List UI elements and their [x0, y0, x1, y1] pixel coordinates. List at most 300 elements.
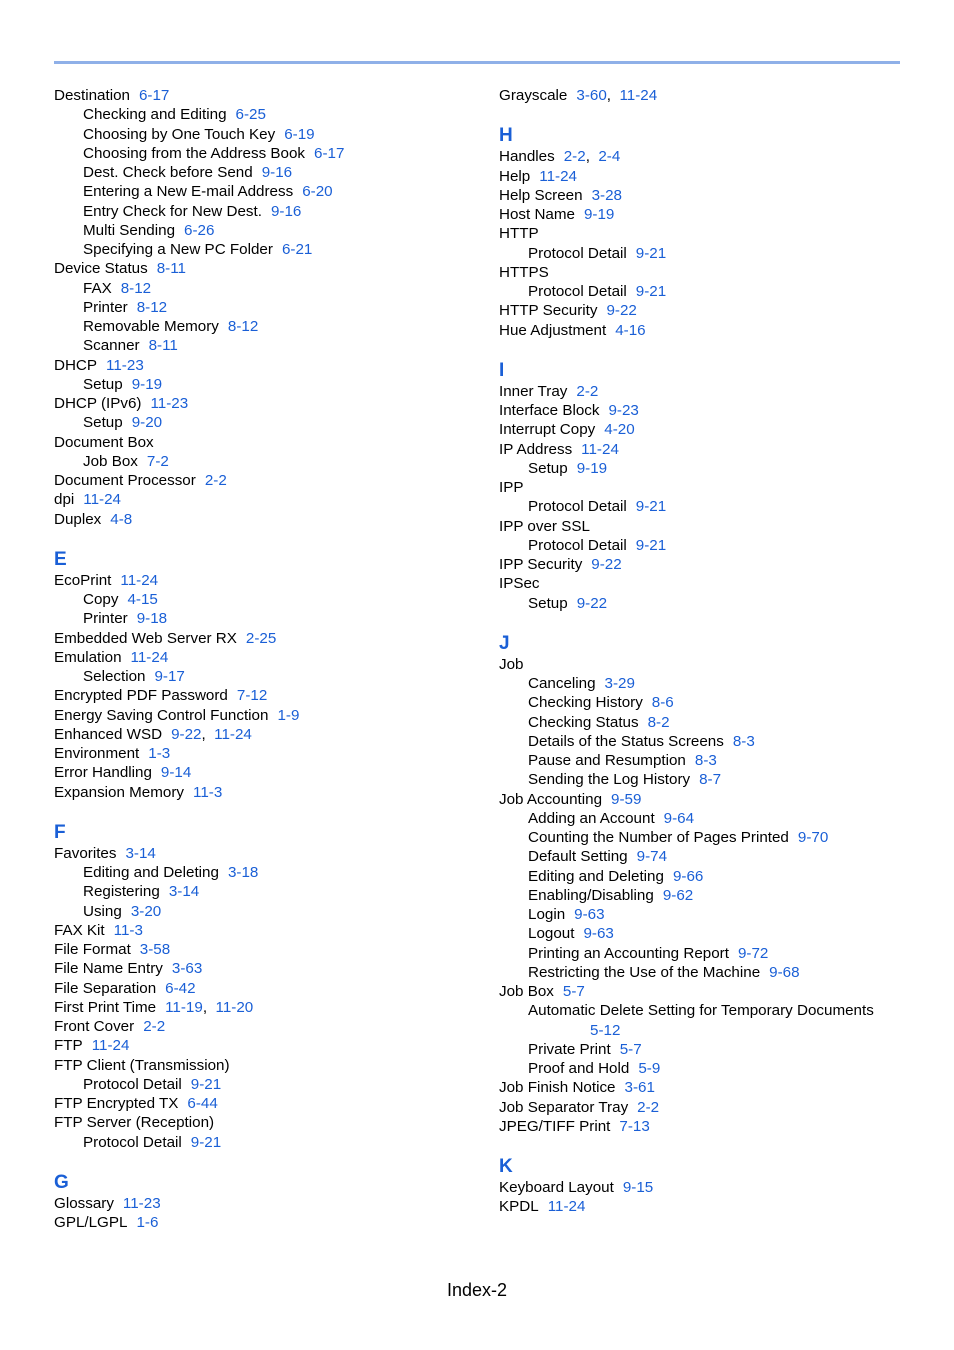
index-term: Login [528, 906, 566, 923]
index-term: Destination [54, 87, 130, 104]
index-term: Expansion Memory [54, 783, 184, 801]
index-term: IPSec [499, 575, 540, 593]
index-entry [499, 1098, 909, 1117]
page-reference-link[interactable]: 8-2 [647, 713, 670, 731]
page-reference-link[interactable]: 11-24 [547, 1198, 586, 1216]
page-reference-link[interactable]: 11-24 [91, 1037, 130, 1055]
index-entry [54, 298, 474, 317]
index-entry [54, 144, 474, 163]
index-entry [54, 433, 474, 452]
page-reference-link[interactable]: 1-6 [136, 1214, 159, 1231]
index-term: Host Name [499, 206, 575, 223]
page-reference-link[interactable]: 9-16 [270, 202, 302, 220]
index-entry [499, 674, 909, 693]
index-entry [499, 867, 909, 886]
page-reference-link[interactable]: 9-62 [662, 886, 694, 904]
index-term: IPP [499, 479, 524, 496]
index-entry [499, 244, 909, 263]
index-entry [499, 1078, 909, 1097]
index-entry [54, 259, 474, 278]
page-reference-link[interactable]: 4-8 [110, 510, 133, 528]
index-term: Job Accounting [499, 790, 603, 808]
index-term: Default Setting [528, 848, 628, 866]
section-letter-f: F [54, 821, 66, 843]
index-term: Pause and Resumption [528, 752, 686, 769]
page-reference-link[interactable]: 2-2 [576, 382, 599, 400]
index-entry [54, 240, 474, 259]
index-term: HTTP [499, 225, 539, 243]
index-term: DHCP [54, 356, 98, 374]
index-term: Choosing by One Touch Key [83, 125, 276, 143]
index-term: Dest. Check before Send [83, 164, 253, 181]
index-term: Selection [83, 668, 146, 685]
index-entry [54, 105, 474, 124]
page-reference-link[interactable]: 9-21 [635, 536, 667, 554]
index-entry [499, 886, 909, 905]
index-entry [54, 998, 474, 1017]
page-reference-link[interactable]: 3-61 [624, 1079, 655, 1097]
index-term: Duplex [54, 510, 102, 528]
index-entry [54, 725, 474, 744]
index-entry [499, 963, 909, 982]
page-reference-link[interactable]: 4-16 [615, 321, 646, 339]
index-entry [54, 1094, 474, 1113]
index-entry [499, 1197, 909, 1216]
index-entry [499, 205, 909, 224]
index-term: Logout [528, 925, 575, 943]
page-reference-link[interactable]: 9-15 [622, 1179, 654, 1196]
index-entry [54, 706, 474, 725]
index-entry [499, 536, 909, 555]
index-entry [499, 1001, 909, 1020]
page-reference-link[interactable]: 2-2 [563, 148, 586, 166]
page-reference-link[interactable]: 11-23 [150, 395, 189, 412]
page-reference-link[interactable]: 6-20 [302, 183, 333, 201]
page-reference-link[interactable]: 6-21 [281, 241, 313, 258]
index-term: Using [83, 902, 122, 920]
page-reference-link[interactable]: 6-25 [235, 106, 266, 124]
index-term: Job Box [83, 452, 138, 470]
index-entry [54, 163, 474, 182]
index-term: Sending the Log History [528, 771, 691, 789]
index-term: Encrypted PDF Password [54, 687, 228, 705]
index-entry [54, 667, 474, 686]
index-entry [499, 147, 909, 166]
page-reference-link[interactable]: 9-59 [611, 790, 642, 808]
page-reference-link[interactable]: 8-3 [732, 732, 755, 750]
index-term: IPP Security [499, 556, 583, 573]
index-entry [54, 182, 474, 201]
page-reference-link[interactable]: 11-24 [120, 571, 159, 589]
index-entry [54, 394, 474, 413]
index-entry [54, 452, 474, 471]
index-term: Enabling/Disabling [528, 886, 654, 904]
index-column-right [499, 86, 909, 1217]
index-term: Multi Sending [83, 221, 176, 239]
index-term: Editing and Deleting [528, 867, 664, 885]
page-reference-link[interactable]: 9-63 [574, 906, 605, 923]
index-term: Setup [528, 594, 568, 612]
index-entry [499, 478, 909, 497]
page-reference-link[interactable]: 9-22 [591, 556, 622, 573]
index-term: Counting the Number of Pages Printed [528, 829, 789, 846]
page-reference-link[interactable]: 2-2 [143, 1018, 166, 1035]
index-entry [499, 186, 909, 205]
page-reference-link[interactable]: 11-23 [106, 356, 144, 374]
index-entry [499, 440, 909, 459]
index-entry [54, 375, 474, 394]
page-reference-link[interactable]: 9-21 [190, 1133, 222, 1151]
index-term: JPEG/TIFF Print [499, 1117, 611, 1135]
page-reference-link[interactable]: 3-18 [227, 864, 259, 881]
page-reference-link[interactable]: 8-11 [148, 337, 178, 355]
index-entry [499, 86, 909, 105]
index-term: Details of the Status Screens [528, 732, 724, 750]
page-reference-link[interactable]: 9-22 [576, 594, 608, 612]
index-term: File Separation [54, 979, 157, 997]
page-reference-link[interactable]: 2-4 [598, 148, 621, 166]
index-term: Printer [83, 610, 128, 628]
index-entry [499, 1021, 909, 1040]
page-reference-link[interactable]: 6-19 [284, 125, 315, 143]
index-entry [54, 317, 474, 336]
page-reference-link[interactable]: 9-22 [606, 302, 637, 320]
page-reference-link[interactable]: 9-16 [261, 164, 293, 181]
index-entry [499, 382, 909, 401]
page-reference-link[interactable]: 11-23 [122, 1194, 161, 1212]
index-term: Specifying a New PC Folder [83, 241, 273, 258]
page-reference-link[interactable]: 6-44 [187, 1095, 218, 1112]
page-reference-link[interactable]: 8-12 [227, 318, 259, 335]
index-term: Printer [83, 298, 128, 316]
page-reference-link[interactable]: 3-14 [168, 883, 200, 901]
section-letter-e: E [54, 548, 67, 570]
page-reference-link[interactable]: 3-20 [130, 902, 162, 920]
index-entry [54, 744, 474, 763]
index-term: Protocol Detail [83, 1075, 182, 1093]
page-reference-link[interactable]: 9-23 [608, 402, 639, 419]
index-entry [499, 828, 909, 847]
index-entry [54, 125, 474, 144]
section-letter-j: J [499, 632, 510, 654]
page-reference-link[interactable]: 8-6 [651, 694, 674, 712]
page-reference-link[interactable]: 7-2 [146, 452, 169, 470]
index-term: FTP Client (Transmission) [54, 1056, 230, 1074]
index-entry [499, 574, 909, 593]
index-entry [54, 1113, 474, 1132]
index-term: HTTP Security [499, 302, 598, 320]
index-term: Document Box [54, 433, 154, 451]
page-reference-link[interactable]: 11-3 [193, 783, 223, 801]
page-reference-link[interactable]: 3-60 [576, 87, 607, 104]
page-reference-link[interactable]: 9-19 [583, 206, 615, 223]
index-term: GPL/LGPL [54, 1214, 128, 1231]
index-entry [499, 497, 909, 516]
index-entry [54, 86, 474, 105]
page-reference-link[interactable]: 1-9 [277, 706, 300, 724]
index-entry [499, 594, 909, 613]
index-entry [54, 279, 474, 298]
index-entry [54, 221, 474, 240]
index-column-left [54, 86, 474, 1232]
index-entry [499, 713, 909, 732]
index-entry [54, 1036, 474, 1055]
index-entry [54, 571, 474, 590]
page-reference-link[interactable]: 11-24 [130, 648, 169, 666]
index-entry [54, 686, 474, 705]
page-reference-link[interactable]: 8-11 [156, 260, 186, 278]
index-entry [54, 413, 474, 432]
page-reference-link[interactable]: 3-28 [591, 186, 622, 204]
page-reference-link[interactable]: 9-14 [160, 764, 192, 782]
index-entry [54, 1056, 474, 1075]
page-reference-link[interactable]: 9-18 [136, 610, 168, 628]
page-reference-link[interactable]: 9-21 [635, 244, 667, 262]
index-term: EcoPrint [54, 571, 112, 589]
index-term: Emulation [54, 648, 122, 666]
page-reference-link[interactable]: 9-64 [663, 809, 695, 827]
section-letter-h: H [499, 125, 513, 147]
index-term: Editing and Deleting [83, 864, 219, 881]
index-term: Interrupt Copy [499, 421, 596, 439]
index-term: Help [499, 167, 531, 185]
page-reference-link[interactable]: 7-13 [619, 1117, 650, 1135]
index-term: FAX [83, 279, 112, 297]
index-entry [499, 944, 909, 963]
index-entry [499, 1040, 909, 1059]
page-reference-link[interactable]: 9-70 [797, 829, 829, 846]
page-reference-link[interactable]: 9-20 [131, 414, 163, 432]
index-term: DHCP (IPv6) [54, 395, 142, 412]
index-entry [54, 940, 474, 959]
index-entry [499, 555, 909, 574]
header-rule [54, 61, 900, 64]
index-term: Favorites [54, 844, 117, 862]
index-term: Canceling [528, 675, 596, 692]
index-entry [54, 763, 474, 782]
index-entry [54, 1213, 474, 1232]
index-term: Keyboard Layout [499, 1179, 614, 1196]
index-term: FTP Encrypted TX [54, 1095, 179, 1112]
page-reference-link[interactable]: 9-21 [635, 283, 667, 300]
page-reference-link[interactable]: 5-7 [562, 983, 585, 1000]
index-term: File Name Entry [54, 960, 163, 978]
index-term: Setup [83, 414, 123, 432]
page-reference-link[interactable]: 9-21 [190, 1075, 222, 1093]
index-entry [54, 1075, 474, 1094]
page-reference-link[interactable]: 8-12 [120, 279, 152, 297]
page-separator: , [606, 87, 620, 104]
page-reference-link[interactable]: 3-14 [125, 844, 156, 862]
index-term: Checking and Editing [83, 106, 227, 124]
index-entry [499, 517, 909, 536]
index-term: Hue Adjustment [499, 321, 607, 339]
page-reference-link[interactable]: 4-20 [604, 421, 635, 439]
index-entry [54, 629, 474, 648]
index-term: Private Print [528, 1040, 611, 1058]
index-term: Protocol Detail [528, 244, 627, 262]
page-reference-link[interactable]: 6-42 [165, 979, 196, 997]
page-reference-link[interactable]: 9-68 [769, 963, 800, 981]
index-term: Energy Saving Control Function [54, 706, 269, 724]
page-reference-link[interactable]: 8-7 [699, 771, 722, 789]
index-term: First Print Time [54, 998, 157, 1016]
page-reference-link[interactable]: 6-26 [184, 221, 215, 239]
page-reference-link[interactable]: 11-20 [215, 998, 254, 1016]
index-term: Proof and Hold [528, 1060, 630, 1077]
index-entry [54, 1194, 474, 1213]
page-reference-link[interactable]: 3-63 [171, 960, 203, 978]
page-reference-link[interactable]: 3-29 [604, 675, 635, 692]
index-entry [499, 732, 909, 751]
page-reference-link[interactable]: 6-17 [138, 87, 170, 104]
index-entry [499, 655, 909, 674]
page-reference-link[interactable]: 11-24 [619, 87, 658, 104]
index-term: dpi [54, 491, 75, 509]
page-reference-link[interactable]: 11-19 [165, 998, 203, 1016]
page-reference-link[interactable]: 5-9 [638, 1060, 661, 1077]
index-entry [499, 924, 909, 943]
index-term: Inner Tray [499, 382, 568, 400]
index-entry [499, 321, 909, 340]
index-term: IP Address [499, 440, 573, 458]
index-term: FAX Kit [54, 921, 105, 939]
index-entry [54, 471, 474, 490]
index-term: Interface Block [499, 402, 600, 419]
index-term: Error Handling [54, 764, 152, 782]
index-term: Entry Check for New Dest. [83, 202, 262, 220]
page-reference-link[interactable]: 11-3 [113, 921, 143, 939]
index-entry [499, 847, 909, 866]
index-entry [499, 420, 909, 439]
page-reference-link[interactable]: 9-19 [576, 459, 608, 477]
index-entry [499, 693, 909, 712]
index-term: KPDL [499, 1198, 539, 1216]
index-term: FTP Server (Reception) [54, 1114, 215, 1132]
index-term: Protocol Detail [528, 536, 627, 554]
page-reference-link[interactable]: 5-7 [619, 1040, 642, 1058]
index-entry [54, 1017, 474, 1036]
section-letter-g: G [54, 1171, 69, 1193]
index-entry [54, 863, 474, 882]
section-letter-i: I [499, 359, 505, 381]
page-reference-link[interactable]: 9-66 [672, 867, 704, 885]
index-term: Help Screen [499, 186, 583, 204]
index-term: Job [499, 655, 524, 673]
index-term: Document Processor [54, 472, 196, 489]
index-term: Job Finish Notice [499, 1079, 616, 1097]
index-term: Environment [54, 745, 140, 762]
index-term: Choosing from the Address Book [83, 144, 306, 162]
page-reference-link[interactable]: 11-24 [539, 167, 577, 185]
index-term: Protocol Detail [528, 283, 627, 300]
index-entry [499, 1059, 909, 1078]
index-term: HTTPS [499, 263, 549, 281]
page-reference-link[interactable]: 9-19 [131, 375, 163, 393]
index-entry [499, 459, 909, 478]
index-term: Setup [83, 375, 123, 393]
index-entry [54, 1133, 474, 1152]
page-reference-link[interactable]: 2-2 [637, 1098, 660, 1116]
index-entry [499, 401, 909, 420]
index-term: Protocol Detail [528, 498, 627, 516]
index-term: IPP over SSL [499, 517, 590, 535]
index-entry [499, 301, 909, 320]
index-term: Scanner [83, 337, 140, 355]
index-term: Device Status [54, 260, 148, 278]
page-reference-link[interactable]: 7-12 [236, 687, 268, 705]
page-reference-link[interactable]: 11-24 [581, 440, 619, 458]
page-reference-link[interactable]: 9-72 [737, 944, 769, 962]
index-term: Automatic Delete Setting for Temporary Documents [528, 1002, 874, 1020]
index-term: Enhanced WSD [54, 725, 163, 743]
page-reference-link[interactable]: 2-2 [204, 472, 227, 489]
page-reference-link[interactable]: 8-12 [136, 298, 168, 316]
index-term: Protocol Detail [83, 1133, 182, 1151]
index-term: Adding an Account [528, 809, 655, 827]
index-entry [54, 882, 474, 901]
page-reference-link[interactable]: 1-3 [148, 745, 171, 762]
index-entry [499, 167, 909, 186]
index-term: Checking History [528, 694, 643, 712]
index-entry [54, 844, 474, 863]
page-reference-link[interactable]: 2-25 [245, 629, 277, 647]
index-term: Handles [499, 148, 555, 166]
page-reference-link[interactable]: 11-24 [83, 491, 121, 509]
page-reference-link[interactable]: 9-22 [171, 725, 202, 743]
index-term: Registering [83, 883, 160, 901]
page-reference-link[interactable]: 9-17 [154, 668, 185, 685]
page-reference-link[interactable]: 9-63 [583, 925, 614, 943]
index-entry [54, 648, 474, 667]
index-term: Front Cover [54, 1018, 135, 1035]
page-reference-link[interactable]: 11-24 [214, 725, 252, 743]
page-separator: , [202, 998, 216, 1016]
index-entry [499, 282, 909, 301]
page-reference-link[interactable]: 9-74 [636, 848, 668, 866]
index-entry [499, 751, 909, 770]
index-entry [54, 783, 474, 802]
index-term: Restricting the Use of the Machine [528, 963, 761, 981]
index-entry [499, 1117, 909, 1136]
index-term: Copy [83, 591, 119, 608]
index-term: FTP [54, 1037, 83, 1055]
page-reference-link[interactable]: 3-58 [139, 941, 171, 958]
index-entry [54, 979, 474, 998]
index-entry [54, 202, 474, 221]
index-term: Job Box [499, 983, 554, 1000]
page-reference-link[interactable]: 6-17 [314, 144, 345, 162]
index-entry [54, 490, 474, 509]
page-separator: , [201, 725, 215, 743]
index-entry [499, 770, 909, 789]
index-term: Removable Memory [83, 318, 219, 335]
index-term: Embedded Web Server RX [54, 629, 237, 647]
index-term: Glossary [54, 1194, 114, 1212]
index-entry [499, 790, 909, 809]
page-reference-link[interactable]: 8-3 [694, 752, 717, 769]
page-number: Index-2 [446, 1280, 508, 1300]
index-term: File Format [54, 941, 131, 958]
index-term: Entering a New E-mail Address [83, 183, 294, 201]
index-entry [499, 1178, 909, 1197]
page-reference-link[interactable]: 5-12 [590, 1021, 621, 1039]
page-reference-link[interactable]: 4-15 [127, 591, 158, 608]
index-entry [54, 902, 474, 921]
page-reference-link[interactable]: 9-21 [635, 498, 667, 516]
index-entry [54, 921, 474, 940]
index-term: Printing an Accounting Report [528, 944, 729, 962]
